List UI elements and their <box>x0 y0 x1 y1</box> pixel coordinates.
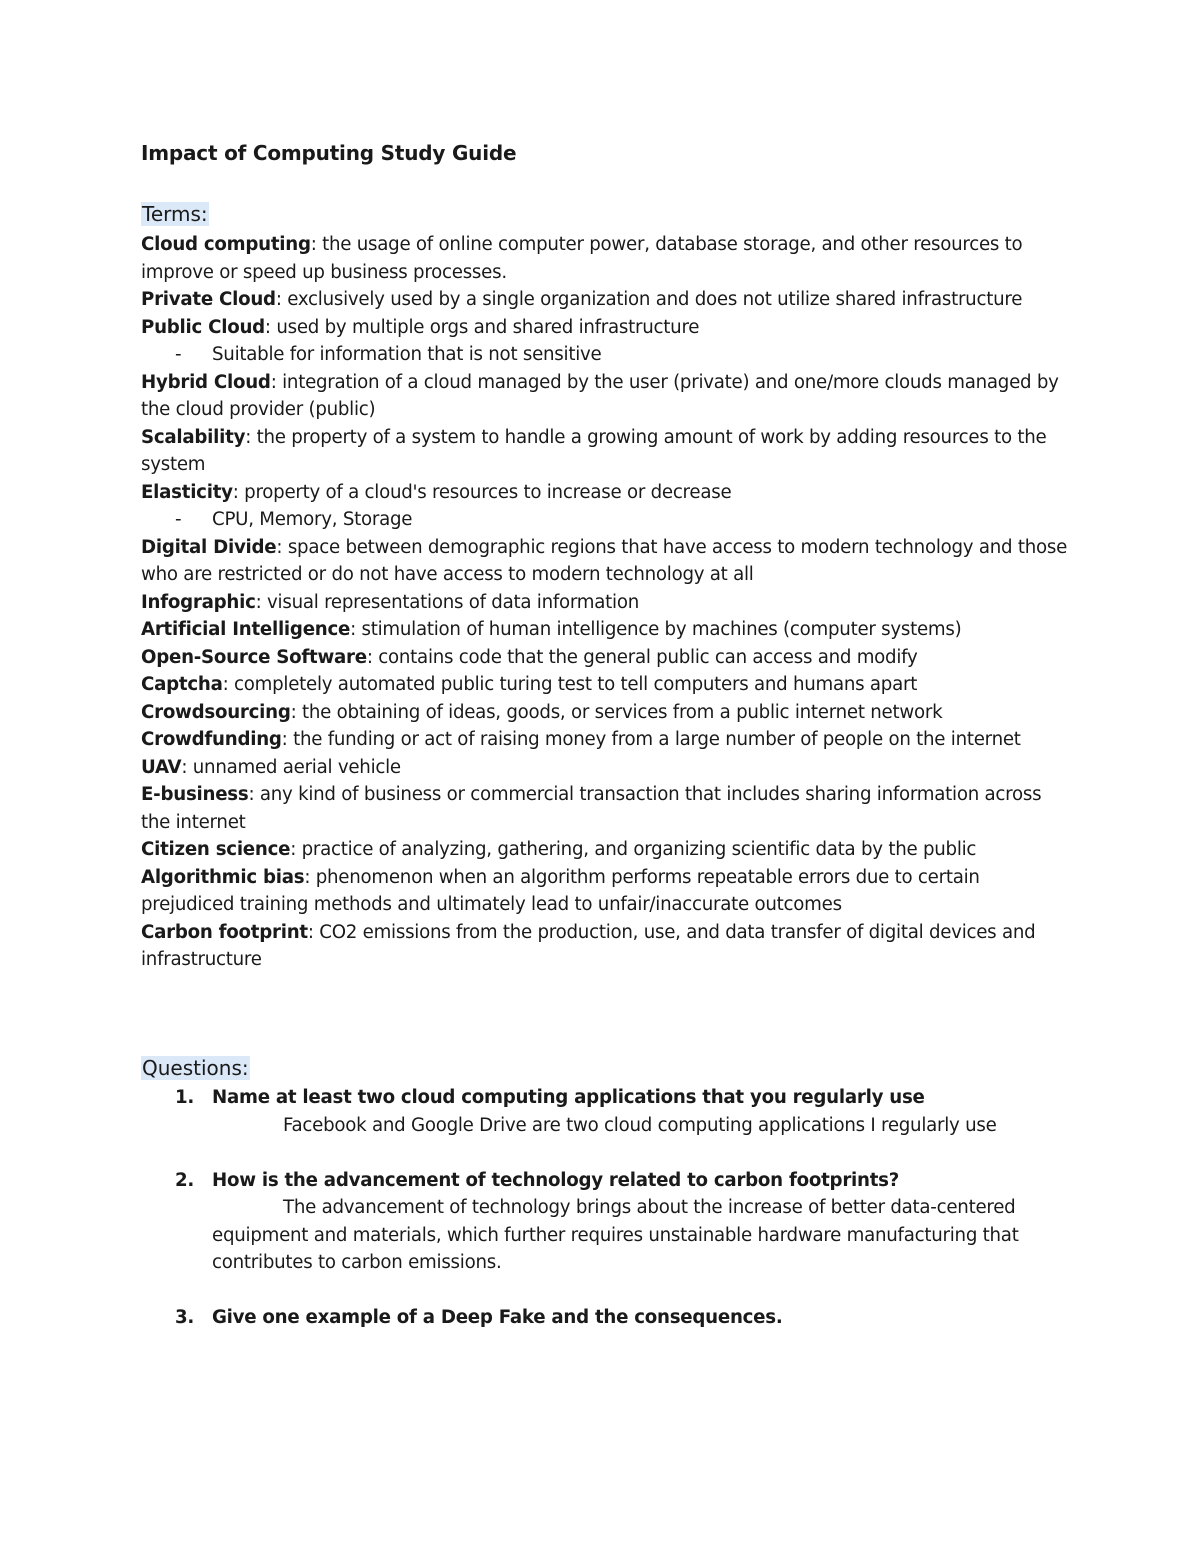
term-name: Open-Source Software <box>141 646 367 668</box>
term-definition: : the usage of online computer power, database storage, and other resources to improve or speed up business processes. <box>141 234 1023 283</box>
term-entry <box>141 231 1071 286</box>
term-definition: : space between demographic regions that have access to modern technology and those who are restricted or do not have access to modern technology at all <box>141 536 1068 585</box>
term-name: E-business <box>141 784 249 805</box>
question-number: 1. <box>175 1087 195 1108</box>
term-entry <box>141 644 1071 672</box>
term-definition: : CO2 emissions from the production, use, and data transfer of digital devices and infrastructure <box>141 921 1036 970</box>
question-text: Give one example of a Deep Fake and the consequences. <box>212 1307 783 1328</box>
term-definition: : used by multiple orgs and shared infrastructure <box>264 316 700 338</box>
term-name: Public Cloud <box>141 316 265 338</box>
term-definition: : unnamed aerial vehicle <box>181 756 401 778</box>
term-definition: : completely automated public turing test to tell computers and humans apart <box>222 674 918 695</box>
term-entry <box>141 286 1071 314</box>
question-item <box>141 1304 1071 1332</box>
question-answer: The advancement of technology brings about the increase of better data-centered equipment and materials, which further requires unstainable hardware manufacturing that contributes to carbon emissions. <box>212 1197 1019 1273</box>
questions-heading <box>141 1055 250 1081</box>
term-entry <box>141 864 1071 919</box>
term-name: Scalability <box>141 426 246 448</box>
bullet-dash-marker: - <box>175 344 182 365</box>
question-text: Name at least two cloud computing applications that you regularly use <box>212 1087 925 1108</box>
term-definition: : exclusively used by a single organization and does not utilize shared infrastructure <box>275 289 1023 310</box>
term-definition: : stimulation of human intelligence by machines (computer systems) <box>350 619 962 640</box>
term-entry <box>141 726 1071 754</box>
term-entry <box>141 534 1071 589</box>
term-entry <box>141 699 1071 727</box>
bullet-dash-marker: - <box>175 509 182 530</box>
question-item <box>141 1167 1071 1277</box>
term-name: Hybrid Cloud <box>141 371 271 393</box>
term-entry <box>141 671 1071 699</box>
term-definition: : property of a cloud's resources to increase or decrease <box>232 481 732 503</box>
questions-heading-highlight: Questions: <box>142 1056 249 1080</box>
term-definition: : the obtaining of ideas, goods, or services from a public internet network <box>290 701 943 723</box>
term-name: Cloud computing <box>141 234 311 255</box>
term-name: Algorithmic bias <box>141 866 305 888</box>
term-name: Crowdsourcing <box>141 701 291 723</box>
question-item <box>141 1084 1071 1139</box>
term-entry <box>141 589 1071 617</box>
question-text: How is the advancement of technology related to carbon footprints? <box>212 1169 900 1191</box>
term-name: Captcha <box>141 674 223 695</box>
document-title: Impact of Computing Study Guide <box>141 141 517 165</box>
term-definition: : any kind of business or commercial transaction that includes sharing information across the internet <box>141 784 1042 833</box>
term-sub-bullet <box>141 506 1071 534</box>
terms-list <box>141 231 1071 974</box>
term-entry <box>141 781 1071 836</box>
terms-heading-highlight: Terms: <box>142 202 208 226</box>
term-entry <box>141 616 1071 644</box>
question-number: 2. <box>175 1169 195 1191</box>
term-definition: : contains code that the general public can access and modify <box>366 646 918 668</box>
term-name: Carbon footprint <box>141 921 308 943</box>
term-entry <box>141 479 1071 507</box>
term-name: Artificial Intelligence <box>141 619 351 640</box>
terms-heading <box>141 201 209 227</box>
term-entry <box>141 754 1071 782</box>
term-name: Private Cloud <box>141 289 276 310</box>
sub-bullet-text: Suitable for information that is not sensitive <box>212 344 602 365</box>
term-entry <box>141 836 1071 864</box>
term-entry <box>141 314 1071 342</box>
term-entry <box>141 424 1071 479</box>
question-number: 3. <box>175 1307 195 1328</box>
term-entry <box>141 369 1071 424</box>
term-entry <box>141 919 1071 974</box>
term-name: Citizen science <box>141 839 291 860</box>
term-definition: : visual representations of data information <box>255 591 640 613</box>
term-name: Digital Divide <box>141 536 277 558</box>
term-name: Elasticity <box>141 481 233 503</box>
term-sub-bullet <box>141 341 1071 369</box>
questions-list <box>141 1084 1071 1359</box>
question-answer: Facebook and Google Drive are two cloud computing applications I regularly use <box>283 1114 997 1136</box>
term-name: UAV <box>141 756 182 778</box>
term-name: Infographic <box>141 591 256 613</box>
term-definition: : practice of analyzing, gathering, and organizing scientific data by the public <box>290 839 977 860</box>
term-definition: : phenomenon when an algorithm performs repeatable errors due to certain prejudiced training methods and ultimately lead to unfair/inaccurate outcomes <box>141 866 980 915</box>
term-definition: : integration of a cloud managed by the user (private) and one/more clouds managed by the cloud provider (public) <box>141 371 1059 420</box>
term-definition: : the property of a system to handle a growing amount of work by adding resources to the system <box>141 426 1047 475</box>
term-name: Crowdfunding <box>141 729 282 750</box>
sub-bullet-text: CPU, Memory, Storage <box>212 509 413 530</box>
term-definition: : the funding or act of raising money from a large number of people on the internet <box>281 729 1021 750</box>
